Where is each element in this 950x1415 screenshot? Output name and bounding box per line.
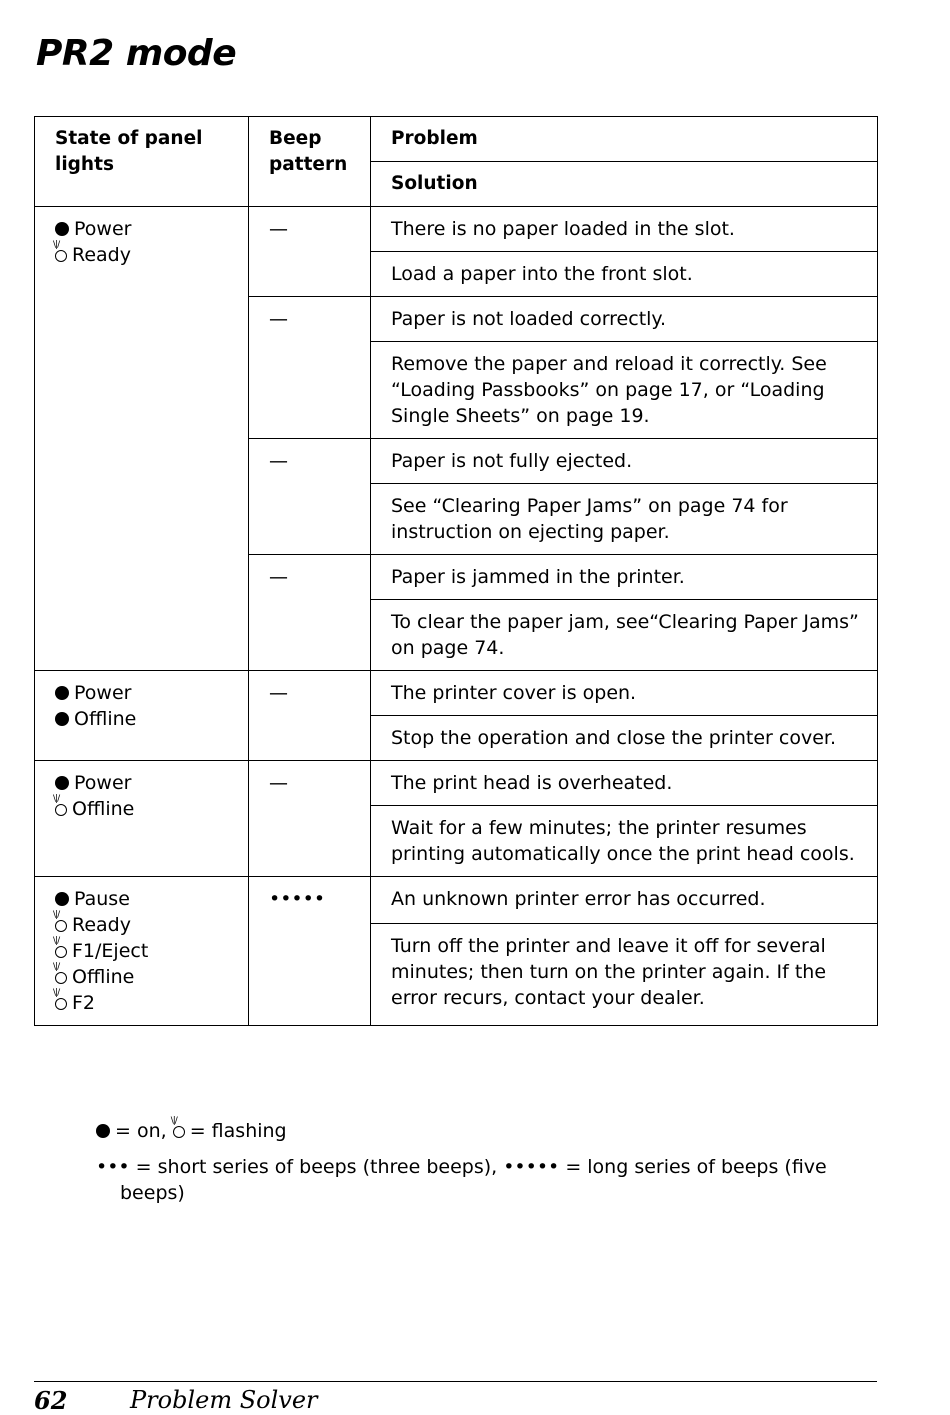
problem-cell: The print head is overheated.	[371, 761, 878, 806]
panel-light-label: F2	[72, 992, 96, 1014]
table-row	[35, 207, 878, 252]
light-on-icon	[55, 222, 69, 236]
legend-flash-text: = flashing	[189, 1120, 287, 1142]
problem-cell: Paper is not fully ejected.	[371, 439, 878, 484]
panel-light-label: Ready	[72, 244, 131, 266]
panel-light	[55, 242, 234, 268]
beep-pattern-cell: —	[249, 207, 371, 297]
header-solution: Solution	[371, 162, 878, 207]
light-flashing-icon: \|/	[55, 920, 67, 932]
header-beep: Beep pattern	[249, 117, 371, 207]
short-beeps-glyph: •••	[96, 1156, 130, 1178]
panel-light-label: Ready	[72, 914, 131, 936]
light-on-icon	[55, 686, 69, 700]
solution-cell: Wait for a few minutes; the printer resumes printing automatically once the print head cools.	[371, 806, 878, 877]
beep-pattern-cell: —	[249, 555, 371, 671]
panel-light	[55, 886, 234, 912]
panel-light	[55, 770, 234, 796]
problem-cell: The printer cover is open.	[371, 671, 878, 716]
light-flashing-icon: \|/	[55, 972, 67, 984]
panel-light	[55, 216, 234, 242]
panel-light-label: Offline	[72, 966, 135, 988]
footer-rule	[34, 1381, 877, 1382]
problem-cell: Paper is not loaded correctly.	[371, 297, 878, 342]
panel-light-label: F1/Eject	[72, 940, 149, 962]
light-flashing-icon: \|/	[55, 998, 67, 1010]
solution-cell: Turn off the printer and leave it off for several minutes; then turn on the printer again. If the error recurs, contact your dealer.	[371, 924, 878, 1026]
legend-on-text: = on,	[115, 1120, 167, 1142]
light-on-icon	[96, 1124, 110, 1138]
page-number: 62	[34, 1386, 68, 1415]
solution-cell: See “Clearing Paper Jams” on page 74 for instruction on ejecting paper.	[371, 484, 878, 555]
panel-light-label: Power	[74, 772, 132, 794]
table-row	[35, 877, 878, 924]
panel-light-label: Power	[74, 682, 132, 704]
light-on-icon	[55, 776, 69, 790]
panel-lights-cell	[35, 761, 249, 877]
panel-light	[55, 938, 234, 964]
panel-light	[55, 912, 234, 938]
beep-pattern-cell: •••••	[249, 877, 371, 1026]
legend-lights	[96, 1118, 287, 1144]
panel-light-label: Offline	[72, 798, 135, 820]
panel-light	[55, 990, 234, 1016]
light-flashing-icon: \|/	[55, 804, 67, 816]
light-flashing-icon: \|/	[173, 1126, 185, 1138]
panel-lights-cell	[35, 207, 249, 671]
light-flashing-icon: \|/	[55, 946, 67, 958]
long-beeps-glyph: •••••	[503, 1156, 560, 1178]
legend-beeps	[96, 1154, 866, 1206]
legend-short-text: = short series of beeps (three beeps),	[135, 1156, 498, 1178]
beep-pattern-cell: —	[249, 439, 371, 555]
panel-light	[55, 706, 234, 732]
panel-lights-cell	[35, 671, 249, 761]
beep-pattern-cell: —	[249, 761, 371, 877]
panel-lights-cell	[35, 877, 249, 1026]
page-title: PR2 mode	[36, 33, 237, 74]
header-state: State of panel lights	[35, 117, 249, 207]
panel-light	[55, 964, 234, 990]
beep-pattern-cell: —	[249, 297, 371, 439]
section-name: Problem Solver	[130, 1386, 318, 1414]
problem-cell: There is no paper loaded in the slot.	[371, 207, 878, 252]
table-row	[35, 761, 878, 806]
panel-light-label: Power	[74, 218, 132, 240]
panel-light	[55, 796, 234, 822]
solution-cell: To clear the paper jam, see“Clearing Paper Jams” on page 74.	[371, 600, 878, 671]
troubleshooting-table	[34, 116, 878, 1026]
solution-cell: Load a paper into the front slot.	[371, 252, 878, 297]
light-flashing-icon: \|/	[55, 250, 67, 262]
beep-pattern-cell: —	[249, 671, 371, 761]
panel-light-label: Offline	[74, 708, 137, 730]
legend-long-text: = long series of beeps (five	[565, 1156, 827, 1178]
solution-cell: Remove the paper and reload it correctly. See “Loading Passbooks” on page 17, or “Loading Single Sheets” on page 19.	[371, 342, 878, 439]
header-row	[35, 117, 878, 162]
problem-cell: An unknown printer error has occurred.	[371, 877, 878, 924]
legend-long-cont: beeps)	[120, 1182, 185, 1204]
problem-cell: Paper is jammed in the printer.	[371, 555, 878, 600]
light-on-icon	[55, 712, 69, 726]
panel-light-label: Pause	[74, 888, 130, 910]
header-problem: Problem	[371, 117, 878, 162]
table-row	[35, 671, 878, 716]
light-on-icon	[55, 892, 69, 906]
panel-light	[55, 680, 234, 706]
solution-cell: Stop the operation and close the printer cover.	[371, 716, 878, 761]
